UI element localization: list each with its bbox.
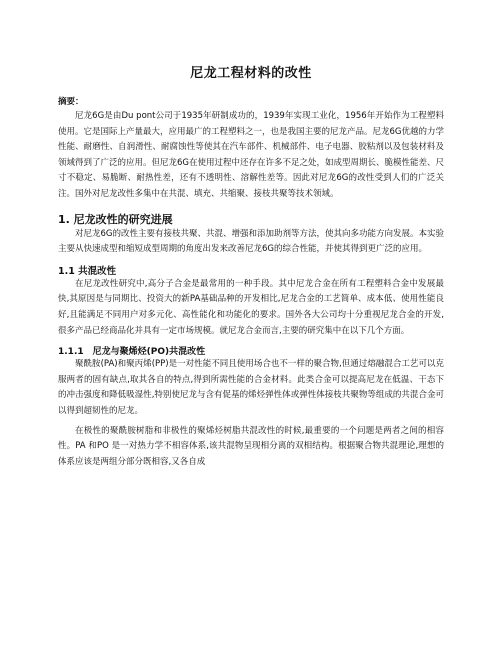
section-1-1-text: 在尼龙改性研究中,高分子合金是最常用的一种手段。其中尼龙合金在所有工程塑料合金中发展最快,其原因是与同期比、投资大的新PA基础品种的开发相比,尼龙合金的工艺简单、成本低、使用性能良好,且能满足不同用户对多元化、高性能化和功能化的要求。国外各大公司均十分重视尼龙合金的开发,很多产品已经商品化并具有一定市场规模。就尼龙合金而言,主要的研究集中在以下几个方面。 bbox=[58, 278, 444, 336]
section-1-1-heading: 1.1 共混改性 bbox=[58, 265, 117, 277]
section-1-1-1-text-1: 聚酰胺(PA)和聚丙烯(PP)是一对性能不同且使用场合也不一样的聚合物,但通过熔融混合工艺可以克服两者的固有缺点,取其各自的特点,得到所需性能的合金材料。此类合金可以提高尼龙在低温、干态下的冲击强度和降低吸湿性,特别使尼龙与含有促基的烯烃弹性体或弹性体接枝共聚物等组成的共混合金可以得到超韧性的尼龙。 bbox=[58, 359, 444, 416]
section-1-1-1-text-2: 在极性的聚酰胺树脂和非极性的聚烯烃树脂共混改性的时候,最重要的一个问题是两者之间的相容性。PA 和PO 是一对热力学不相容体系,该共混物呈现相分离的双相结构。根据聚合物共混理论,理想的体系应该是两组分部分既相容,又各自成 bbox=[58, 425, 444, 467]
abstract-text: 尼龙6G是由Du pont公司于1935年研制成功的，1939年实现工业化，1956年开始作为工程塑料使用。它是国际上产量最大，应用最广的工程塑料之一，也是我国主要的尼龙产品。尼龙6G优越的力学性能、耐磨性、自润滑性、耐腐蚀性等使其在汽车部件、机械部件、电子电器、胶粘剂以及包装材料及领域得到了广泛的应用。但尼龙6G在使用过程中还存在许多不足之处，如成型周期长、脆模性能差、尺寸不稳定、易脆断、耐热性差，还有不透明性、溶解性差等。因此对尼龙6G的改性受到人们的广泛关注。国外对尼龙改性多集中在共混、填充、共缩聚、接枝共聚等技术领域。 bbox=[58, 111, 444, 199]
document-title: 尼龙工程材料的改性 bbox=[190, 66, 312, 81]
section-1-1-1-heading: 1.1.1 尼龙与聚烯烃(PO)共混改性 bbox=[58, 347, 206, 358]
section-1-heading: 1. 尼龙改性的研究进展 bbox=[58, 212, 173, 226]
section-1-text: 对尼龙6G的改性主要有接枝共聚、共混、增强和添加助剂等方法，使其向多功能方向发展。本实验主要从快速成型和缩短成型周期的角度出发来改善尼龙6G的综合性能，并使其得到更广泛的应用。 bbox=[58, 228, 444, 255]
abstract-label: 摘要： bbox=[58, 97, 84, 107]
